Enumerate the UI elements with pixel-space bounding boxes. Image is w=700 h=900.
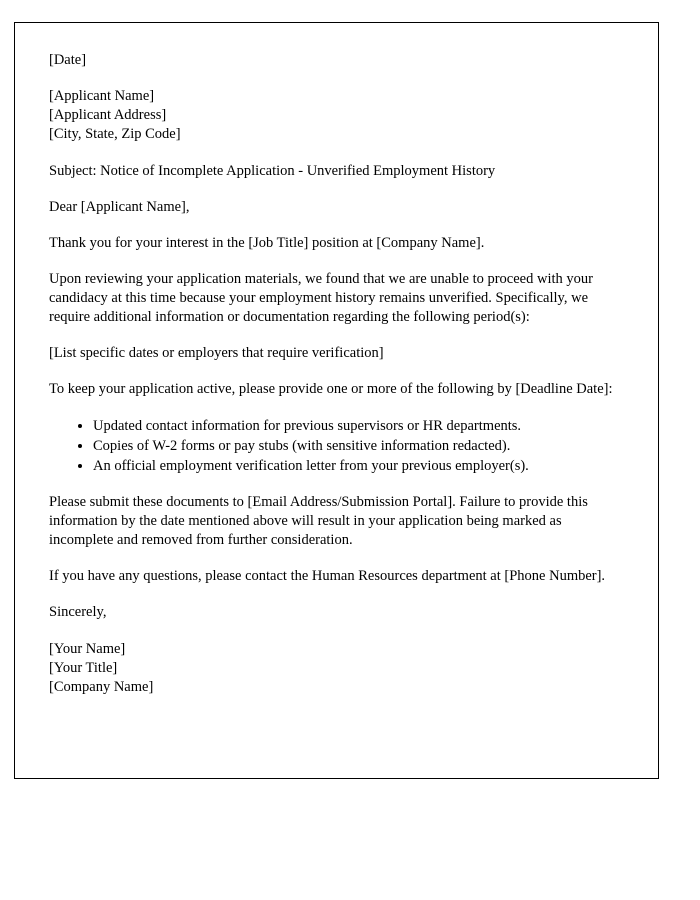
subject-block xyxy=(49,162,624,181)
signature-block xyxy=(49,640,624,697)
requirements-list xyxy=(49,417,624,476)
signature-title: [Your Title] xyxy=(49,659,118,676)
recipient-address: [Applicant Address] xyxy=(49,107,167,124)
salutation-block xyxy=(49,198,624,217)
paragraph-reason: Upon reviewing your application materials, we found that we are unable to proceed with your candidacy at this time because your employment history remains unverified. Specifically, we require additional information or documentation regarding the following period(s): xyxy=(49,270,593,326)
salutation-line: Dear [Applicant Name], xyxy=(49,198,190,215)
sign-off-line: Sincerely, xyxy=(49,604,107,621)
list-item: • Copies of W-2 forms or pay stubs (with sensitive information redacted). xyxy=(93,437,624,456)
date-block xyxy=(49,51,624,70)
recipient-block xyxy=(49,87,624,144)
paragraph-period-placeholder: [List specific dates or employers that require verification] xyxy=(49,345,384,362)
list-item: • An official employment verification letter from your previous employer(s). xyxy=(93,457,624,476)
sign-off-block xyxy=(49,603,624,622)
signature-name: [Your Name] xyxy=(49,640,126,657)
recipient-city-state-zip: [City, State, Zip Code] xyxy=(49,126,181,143)
paragraph-deadline: To keep your application active, please provide one or more of the following by [Deadline Date]: xyxy=(49,381,613,398)
date-line: [Date] xyxy=(49,52,87,68)
paragraph-submission: Please submit these documents to [Email Address/Submission Portal]. Failure to provide this information by the date mentioned above will result in your application being marked as incomplete and removed from further consideration. xyxy=(49,493,588,549)
letter-body xyxy=(15,23,658,734)
paragraph-intro: Thank you for your interest in the [Job Title] position at [Company Name]. xyxy=(49,234,485,251)
subject-line: Subject: Notice of Incomplete Application - Unverified Employment History xyxy=(49,162,496,179)
signature-company: [Company Name] xyxy=(49,678,154,695)
list-item: • Updated contact information for previous supervisors or HR departments. xyxy=(93,417,624,436)
recipient-name: [Applicant Name] xyxy=(49,88,155,105)
paragraph-questions: If you have any questions, please contact the Human Resources department at [Phone Number]. xyxy=(49,568,606,585)
letter-frame xyxy=(14,22,659,779)
